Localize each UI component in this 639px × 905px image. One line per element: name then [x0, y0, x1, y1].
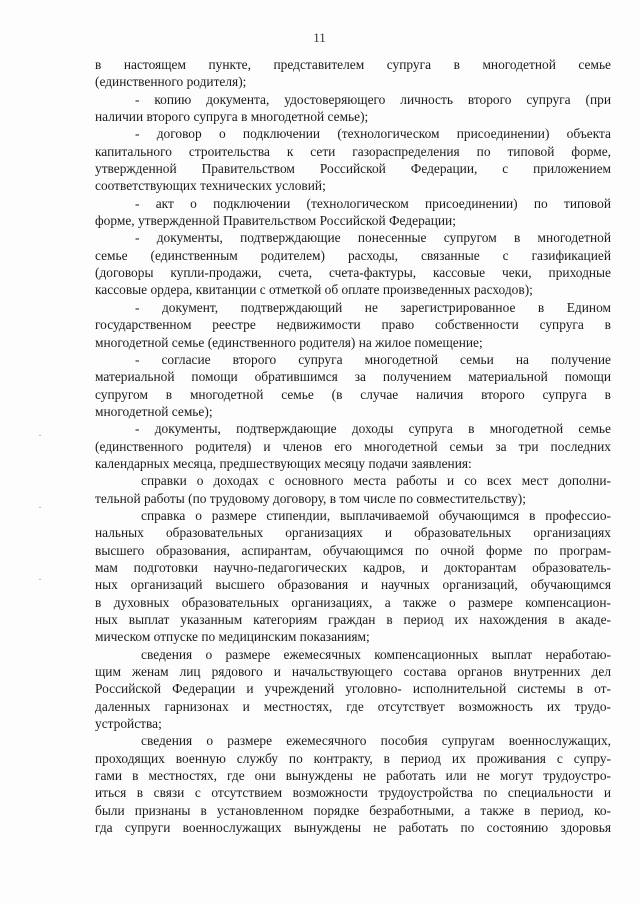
text-line: многодетной семье (единственного родителя) на жилое помещение;	[95, 334, 483, 350]
document-body	[95, 56, 611, 836]
text-line: даленных гарнизонах и местностях, где отсутствует возможность их трудо-	[95, 698, 611, 714]
text-line: супругом в многодетной семье (в случае наличия второго супруга в	[95, 386, 611, 402]
text-line: календарных месяца, предшествующих месяцу подачи заявления:	[95, 455, 472, 471]
text-line: - договор о подключении (технологическом присоединении) объекта	[135, 126, 611, 142]
text-line: - документы, подтверждающие понесенные супругом в многодетной	[135, 230, 611, 246]
text-line: гда супруги военнослужащих вынуждены не работать по состоянию здоровья	[95, 820, 611, 836]
text-line: соответствующих технических условий;	[95, 178, 326, 194]
text-line: ных организаций высшего образования и научных организаций, обучающимся	[95, 577, 611, 593]
text-line: сведения о размере ежемесячных компенсационных выплат неработаю-	[141, 646, 611, 662]
text-line: государственном реестре недвижимости право собственности супруга в	[95, 317, 611, 333]
text-line: иться в связи с отсутствием возможности трудоустройства по специальности и	[95, 785, 611, 801]
text-line: Российской Федерации и учреждений уголовно- исполнительной системы в от-	[95, 681, 611, 697]
text-line: капитального строительства к сети газораспределения по типовой форме,	[95, 143, 611, 159]
text-line: кассовые ордера, квитанции с отметкой об оплате произведенных расходов);	[95, 282, 533, 298]
text-line: щим женам лиц рядового и начальствующего состава органов внутренних дел	[95, 664, 611, 680]
text-line: (единственного родителя) и членов его многодетной семьи за три последних	[95, 438, 611, 454]
text-line: были признаны в установленном порядке безработными, а также в период, ко-	[95, 802, 611, 818]
text-line: устройства;	[95, 716, 162, 732]
text-line: нальных образовательных организациях и образовательных организациях	[95, 525, 611, 541]
text-line: (договоры купли-продажи, счета, счета-фактуры, кассовые чеки, приходные	[95, 265, 611, 281]
text-line: утвержденной Правительством Российской Федерации, с приложением	[95, 161, 611, 177]
margin-mark: ·	[38, 500, 42, 514]
text-line: тельной работы (по трудовому договору, в том числе по совместительству);	[95, 490, 526, 506]
text-line: проходящих военную службу по контракту, в период их проживания с супру-	[95, 750, 611, 766]
text-line: - акт о подключении (технологическом присоединении) по типовой	[135, 195, 611, 211]
text-line: в духовных образовательных организациях, а также о размере компенсацион-	[95, 594, 611, 610]
text-line: мическом отпуске по медицинским показаниям;	[95, 629, 370, 645]
text-line: в настоящем пункте, представителем супруга в многодетной семье	[95, 57, 611, 72]
text-line: (единственного родителя);	[95, 74, 247, 90]
text-line: наличии второго супруга в многодетной семье);	[95, 109, 369, 125]
text-line: форме, утвержденной Правительством Российской Федерации;	[95, 213, 456, 229]
page-number: 11	[313, 30, 326, 45]
margin-mark: ·	[38, 428, 42, 442]
text-line: высшего образования, аспирантам, обучающимся по очной форме по програм-	[95, 542, 611, 558]
text-line: ных выплат указанным категориям граждан в период их нахождения в акаде-	[95, 612, 611, 627]
text-line: гами в местностях, где они вынуждены не работать или не могут трудоустро-	[95, 768, 611, 784]
margin-mark: ·	[38, 572, 42, 586]
text-line: мам подготовки научно-педагогических кадров, и докторантам образователь-	[95, 559, 611, 575]
text-line: справка о размере стипендии, выплачиваемой обучающимся в профессио-	[141, 507, 611, 523]
text-line: - согласие второго супруга многодетной семьи на получение	[135, 351, 611, 367]
text-line: семье (единственным родителем) расходы, связанные с газификацией	[95, 247, 611, 263]
text-line: - копию документа, удостоверяющего личность второго супруга (при	[135, 91, 611, 107]
text-line: - документы, подтверждающие доходы супруга в многодетной семье	[135, 421, 611, 437]
text-line: материальной помощи обратившимся за получением материальной помощи	[95, 369, 611, 385]
text-line: - документ, подтверждающий не зарегистрированное в Едином	[135, 299, 611, 315]
text-line: сведения о размере ежемесячного пособия супругам военнослужащих,	[141, 733, 611, 749]
text-line: справки о доходах с основного места работы и со всех мест дополни-	[141, 473, 611, 489]
text-line: многодетной семье);	[95, 403, 213, 419]
